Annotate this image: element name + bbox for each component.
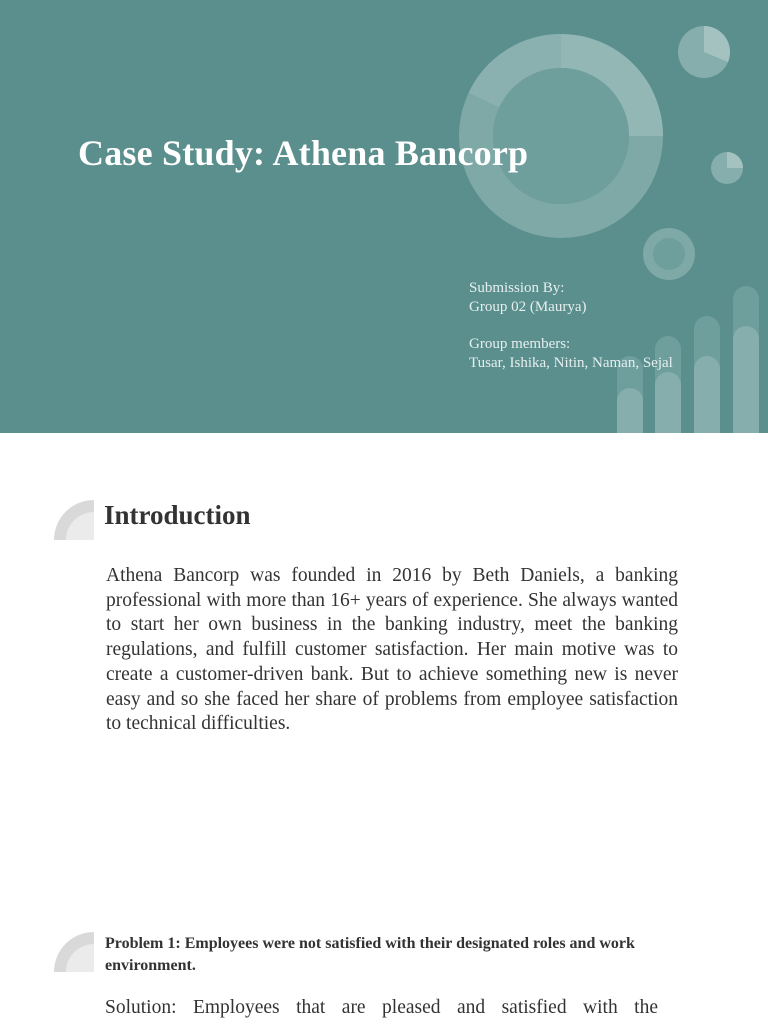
cover-slide [0,0,768,433]
problem-1-heading: Problem 1: Employees were not satisfied with their designated roles and work environment. [105,935,635,974]
group-members: Tusar, Ishika, Nitin, Naman, Sejal [469,355,673,371]
group-name: Group 02 (Maurya) [469,299,587,315]
introduction-body: Athena Bancorp was founded in 2016 by Beth Daniels, a banking professional with more than 16+ years of experience. She always wanted to start her own business in the banking industry, meet the banking regulations, and fulfill customer satisfaction. Her main motive was to create a customer-driven bank. But to achieve something new is never easy and so she faced her share of problems from employee satisfaction to technical difficulties. [106,565,678,735]
introduction-heading: Introduction [104,500,251,530]
section-bullet-icon [52,498,96,544]
submission-by-label: Submission By: [469,280,565,296]
section-bullet-icon [52,930,96,976]
page-title: Case Study: Athena Bancorp [78,133,529,173]
problem-1-solution: Solution: Employees that are pleased and satisfied with the [105,997,658,1018]
group-members-label: Group members: [469,336,571,352]
submission-info [469,279,673,373]
